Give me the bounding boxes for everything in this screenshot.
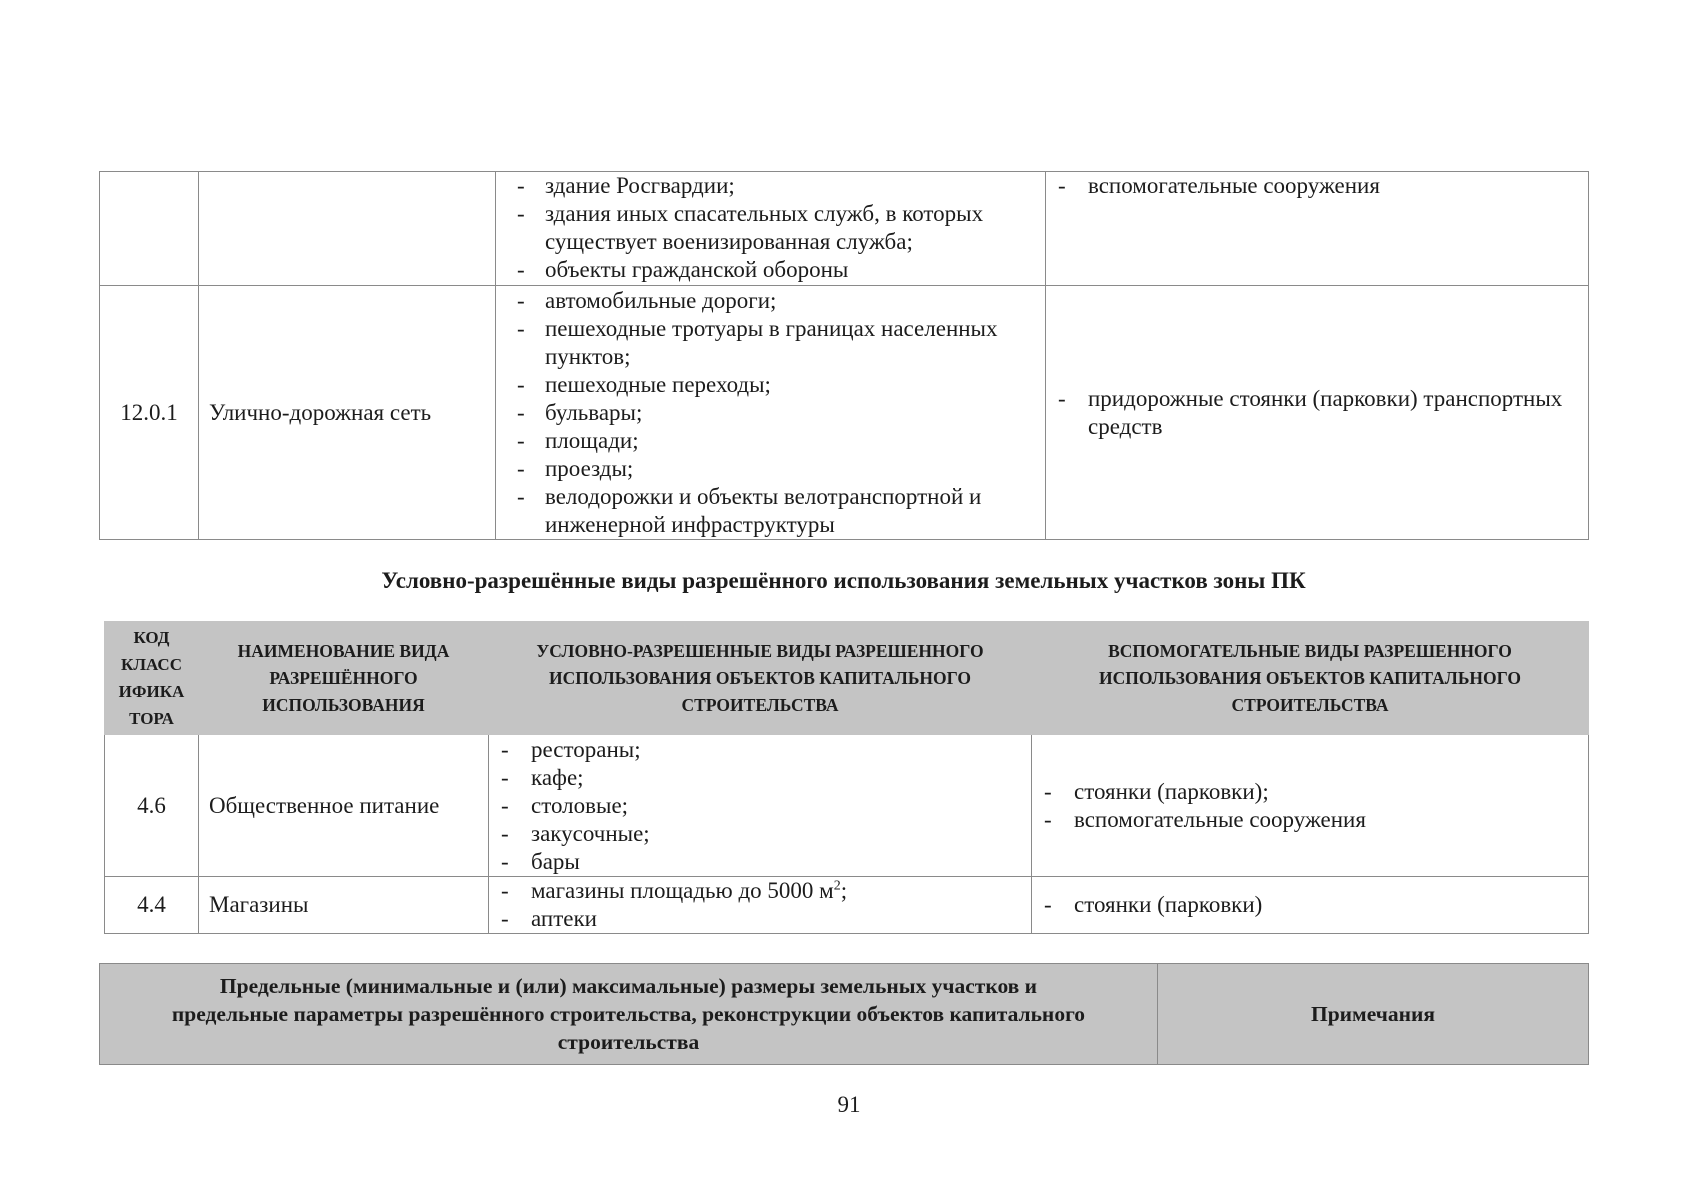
- aux-uses-cell: [1046, 286, 1589, 540]
- list-item: - пешеходные переходы;: [517, 371, 771, 397]
- list-item: - бары: [501, 848, 580, 874]
- code-cell: 4.4: [105, 877, 199, 934]
- permitted-use-table-continued: [99, 171, 1589, 540]
- aux-uses-cell: [1032, 735, 1589, 877]
- list-item: - столовые;: [501, 792, 629, 818]
- table-row: [100, 172, 1589, 286]
- list-item: - велодорожки и объекты велотранспортной и инженерной инфраструктуры: [517, 483, 982, 537]
- name-cell: Общественное питание: [199, 735, 489, 877]
- list-item: - рестораны;: [501, 736, 641, 762]
- table-header-row: [105, 622, 1589, 735]
- name-cell: Магазины: [199, 877, 489, 934]
- list-item: - стоянки (парковки);: [1044, 778, 1269, 804]
- header-limits: Предельные (минимальные и (или) максимальные) размеры земельных участков и предельные параметры разрешённого строительства, реконструкции объектов капитального строительства: [100, 964, 1158, 1065]
- list-item: - здание Росгвардии;: [517, 173, 735, 198]
- list-item: - проезды;: [517, 455, 634, 481]
- conditional-use-table: [104, 621, 1589, 934]
- list-item: - аптеки: [501, 906, 597, 931]
- header-conditional-uses: УСЛОВНО-РАЗРЕШЕННЫЕ ВИДЫ РАЗРЕШЕННОГО ИСПОЛЬЗОВАНИЯ ОБЪЕКТОВ КАПИТАЛЬНОГО СТРОИТЕЛЬСТВА: [489, 622, 1032, 735]
- table-header-row: [100, 964, 1589, 1065]
- list-item: - придорожные стоянки (парковки) транспортных средств: [1058, 385, 1563, 439]
- header-code: КОД КЛАСС ИФИКА ТОРА: [105, 622, 199, 735]
- list-item: - вспомогательные сооружения: [1044, 806, 1366, 832]
- list-item: - магазины площадью до 5000 $м^2$;: [501, 878, 848, 903]
- list-item: - кафе;: [501, 764, 584, 790]
- name-cell: [199, 172, 496, 286]
- list-item: - объекты гражданской обороны: [517, 257, 849, 282]
- section-title: Условно-разрешённые виды разрешённого использования земельных участков зоны ПК: [381, 568, 1306, 593]
- header-aux-uses: ВСПОМОГАТЕЛЬНЫЕ ВИДЫ РАЗРЕШЕННОГО ИСПОЛЬЗОВАНИЯ ОБЪЕКТОВ КАПИТАЛЬНОГО СТРОИТЕЛЬСТВА: [1032, 622, 1589, 735]
- main-uses-cell: [496, 286, 1046, 540]
- aux-uses-cell: [1032, 877, 1589, 934]
- main-uses-cell: [496, 172, 1046, 286]
- list-item: - автомобильные дороги;: [517, 287, 777, 313]
- header-notes: Примечания: [1158, 964, 1589, 1065]
- list-item: - здания иных спасательных служб, в которых существует военизированная служба;: [517, 201, 984, 254]
- header-name: НАИМЕНОВАНИЕ ВИДА РАЗРЕШЁННОГО ИСПОЛЬЗОВАНИЯ: [199, 622, 489, 735]
- table-row: [105, 735, 1589, 877]
- limits-table: [99, 963, 1589, 1065]
- table-row: [105, 877, 1589, 934]
- list-item: - стоянки (парковки): [1044, 892, 1263, 917]
- list-item: - вспомогательные сооружения: [1058, 173, 1380, 198]
- name-cell: Улично-дорожная сеть: [199, 286, 496, 540]
- code-cell: [100, 172, 199, 286]
- code-cell: 4.6: [105, 735, 199, 877]
- aux-uses-cell: [1046, 172, 1589, 286]
- list-item: - площади;: [517, 427, 639, 453]
- list-item: - бульвары;: [517, 399, 643, 425]
- list-item: - закусочные;: [501, 820, 650, 846]
- conditional-uses-cell: [489, 877, 1032, 934]
- conditional-uses-cell: [489, 735, 1032, 877]
- table-row: [100, 286, 1589, 540]
- list-item: - пешеходные тротуары в границах населенных пунктов;: [517, 315, 998, 369]
- page-number: 91: [837, 1092, 861, 1117]
- code-cell: 12.0.1: [100, 286, 199, 540]
